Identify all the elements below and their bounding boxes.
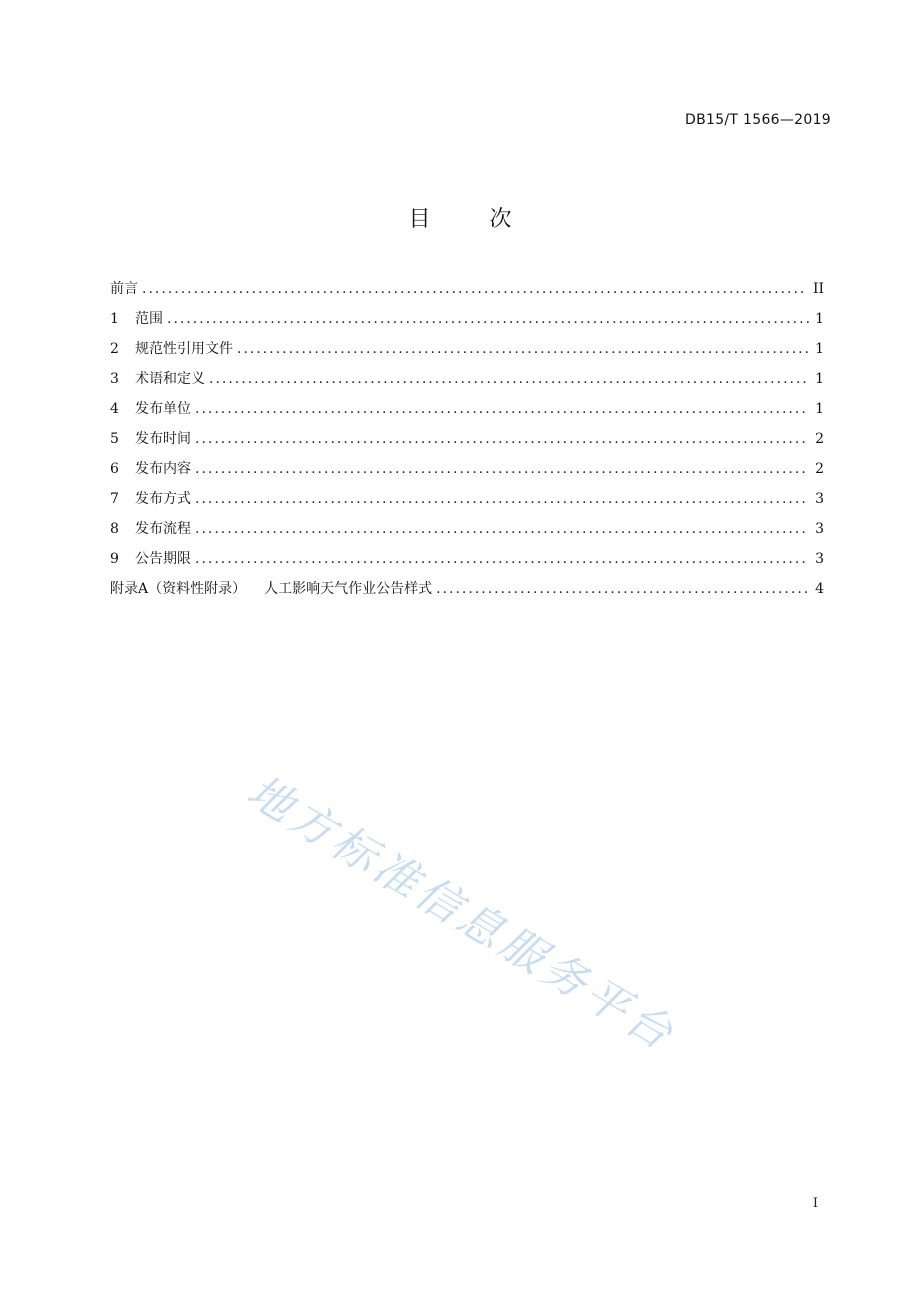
toc-entry-number: 3: [110, 371, 119, 387]
toc-entry-page: 3: [815, 491, 824, 507]
toc-leader-dots: [195, 399, 809, 419]
toc-entry-foreword[interactable]: [110, 279, 824, 309]
toc-entry-sublabel: 人工影响天气作业公告样式: [264, 581, 433, 597]
toc-leader-dots: [195, 519, 809, 539]
toc-entry-label: 发布流程: [135, 521, 191, 537]
toc-entry-label: 范围: [135, 311, 163, 327]
watermark-text: 地方标准信息服务平台: [238, 765, 685, 1062]
watermark: [234, 760, 754, 1080]
toc-entry-label: 发布单位: [135, 401, 191, 417]
toc-leader-dots: [195, 489, 809, 509]
toc-entry-2[interactable]: [110, 339, 824, 369]
toc-entry-5[interactable]: [110, 429, 824, 459]
toc-entry-label: 公告期限: [135, 551, 191, 567]
toc-entry-7[interactable]: [110, 489, 824, 519]
toc-leader-dots: [195, 459, 809, 479]
toc-entry-page: II: [812, 281, 824, 297]
toc-leader-dots: [237, 339, 809, 359]
toc-entry-number: 8: [110, 521, 119, 537]
toc-leader-dots: [209, 369, 809, 389]
toc-leader-dots: [167, 309, 809, 329]
toc-entry-number: 4: [110, 401, 119, 417]
toc-entry-page: 1: [815, 341, 824, 357]
toc-entry-8[interactable]: [110, 519, 824, 549]
standard-code: DB15/T 1566—2019: [685, 112, 831, 128]
toc-entry-page: 3: [815, 551, 824, 567]
toc-entry-3[interactable]: [110, 369, 824, 399]
toc-entry-page: 2: [815, 461, 824, 477]
toc-leader-dots: [142, 279, 807, 299]
toc-entry-label: 发布时间: [135, 431, 191, 447]
toc-entry-label: 前言: [110, 281, 138, 297]
table-of-contents: [110, 279, 824, 609]
toc-entry-number: 1: [110, 311, 119, 327]
page-number: I: [812, 1196, 818, 1211]
toc-entry-page: 1: [815, 401, 824, 417]
toc-entry-number: 2: [110, 341, 119, 357]
toc-entry-number: 5: [110, 431, 119, 447]
toc-entry-label: 规范性引用文件: [135, 341, 233, 357]
toc-entry-page: 3: [815, 521, 824, 537]
toc-title: 目 次: [408, 207, 538, 232]
toc-leader-dots: [195, 549, 809, 569]
toc-entry-page: 1: [815, 371, 824, 387]
toc-entry-label: 术语和定义: [135, 371, 205, 387]
toc-entry-number: 9: [110, 551, 119, 567]
toc-entry-page: 1: [815, 311, 824, 327]
toc-leader-dots: [436, 579, 809, 599]
toc-entry-4[interactable]: [110, 399, 824, 429]
toc-entry-1[interactable]: [110, 309, 824, 339]
toc-entry-label: 发布内容: [135, 461, 191, 477]
toc-entry-label: 附录A（资料性附录）: [110, 581, 247, 597]
toc-entry-number: 7: [110, 491, 119, 507]
toc-entry-9[interactable]: [110, 549, 824, 579]
toc-entry-6[interactable]: [110, 459, 824, 489]
toc-leader-dots: [195, 429, 809, 449]
toc-entry-page: 2: [815, 431, 824, 447]
toc-entry-page: 4: [815, 581, 824, 597]
toc-entry-appendix-a[interactable]: [110, 579, 824, 609]
toc-entry-number: 6: [110, 461, 119, 477]
toc-entry-label: 发布方式: [135, 491, 191, 507]
